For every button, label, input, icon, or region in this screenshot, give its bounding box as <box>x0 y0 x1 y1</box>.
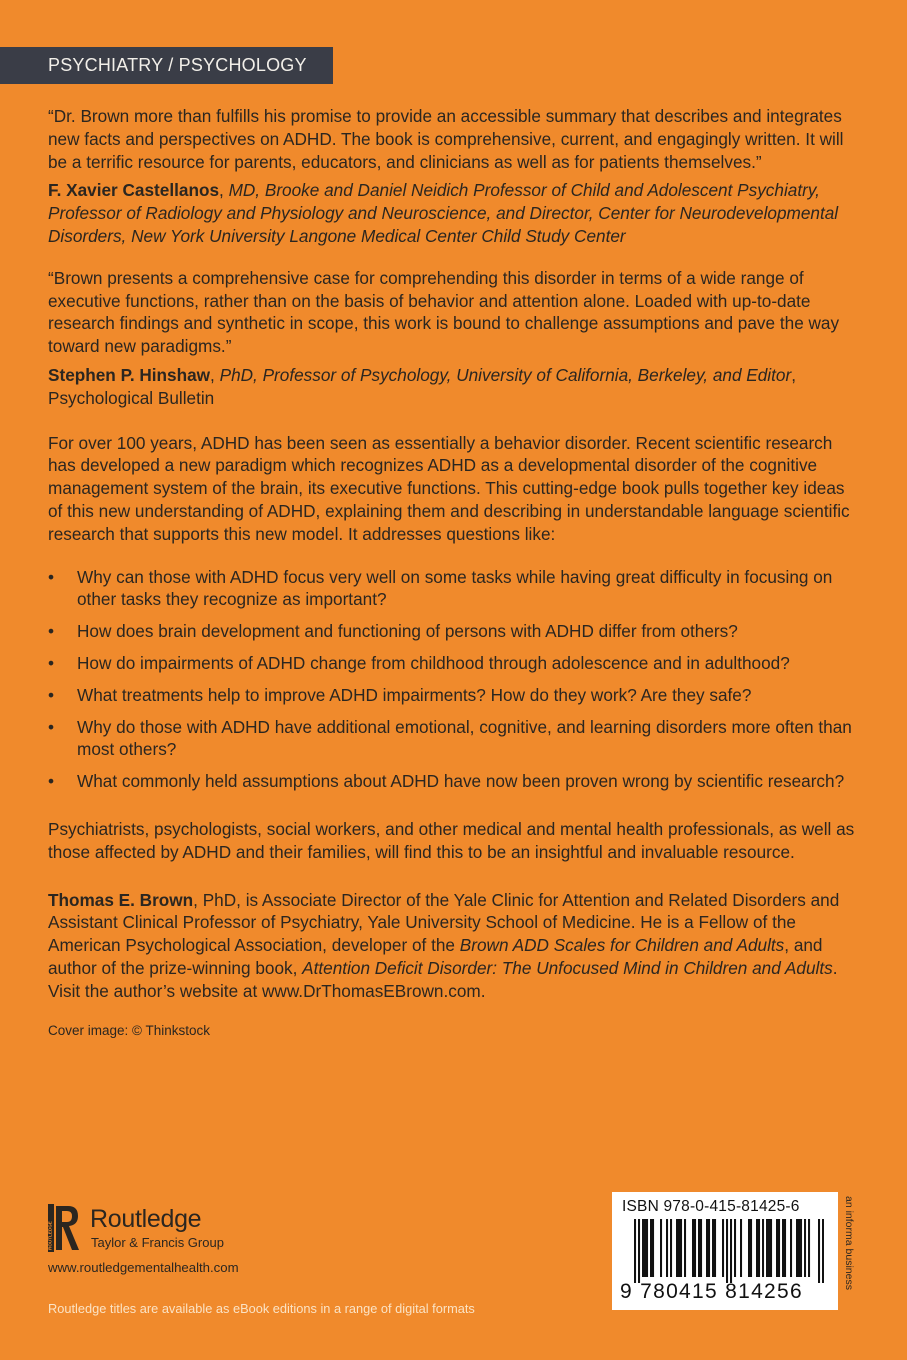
barcode-bar <box>768 1219 770 1277</box>
list-item: • What commonly held assumptions about ADHD have now been proven wrong by scientific research? <box>48 770 863 793</box>
routledge-logo-icon <box>48 1204 80 1252</box>
author-bio: Thomas E. Brown, PhD, is Associate Director of the Yale Clinic for Attention and Related Disorders and Assistant Clinical Professor of Psychiatry, Yale University School of Medicine. He is a Fellow of the American Psychological Association, developer of the Brown ADD Scales for Children and Adults, and author of the prize-winning book, Attention Deficit Disorder: The Unfocused Mind in Children and Adults. Visit the author’s website at www.DrThomasEBrown.com. <box>48 889 840 1001</box>
barcode-bar <box>642 1219 644 1277</box>
audience-statement: Psychiatrists, psychologists, social workers, and other medical and mental health professionals, as well as those affected by ADHD and their families, will find this to be an insightful and invaluable resource. <box>48 818 855 862</box>
barcode-bar <box>766 1219 768 1277</box>
endorsement-quote-1: “Dr. Brown more than fulfills his promise to provide an accessible summary that describes and integrates new facts and perspectives on ADHD. The book is comprehensive, current, and engagingly written. It will be a terrific resource for parents, educators, and clinicians as well as for patients themselves.” <box>48 106 844 172</box>
barcode-bar <box>698 1219 700 1277</box>
endorser-name-1: F. Xavier Castellanos <box>48 180 220 201</box>
barcode-bar <box>660 1219 662 1277</box>
barcode-bar <box>782 1219 784 1277</box>
barcode-bar <box>822 1219 824 1283</box>
barcode-bar <box>796 1219 798 1277</box>
barcode-bar <box>740 1219 742 1277</box>
cover-image-credit: Cover image: © Thinkstock <box>48 1022 211 1038</box>
barcode-bar <box>784 1219 786 1277</box>
barcode-bar <box>670 1219 672 1277</box>
barcode-bar <box>762 1219 764 1277</box>
barcode-icon <box>634 1219 824 1283</box>
barcode-bar <box>818 1219 820 1283</box>
publisher-group: Taylor & Francis Group <box>91 1235 224 1250</box>
barcode-bar <box>666 1219 668 1277</box>
barcode-bar <box>694 1219 696 1277</box>
author-name: Thomas E. Brown <box>48 889 194 910</box>
barcode-bar <box>706 1219 708 1277</box>
barcode-bar <box>684 1219 686 1277</box>
endorser-credentials-2: PhD, Professor of Psychology, University of California, Berkeley, and Editor <box>219 364 792 385</box>
category-label: PSYCHIATRY / PSYCHOLOGY <box>0 47 333 84</box>
barcode-bar <box>692 1219 694 1277</box>
isbn-barcode <box>612 1192 838 1310</box>
endorsement-attribution-1: F. Xavier Castellanos, MD, Brooke and Daniel Neidich Professor of Child and Adolescent Psychiatry, Professor of Radiology and Physiology and Neuroscience, and Director, Center for Neurodevelopmental Disorders, New York University Langone Medical Center Child Study Center <box>48 180 839 246</box>
barcode-bar <box>714 1219 716 1277</box>
barcode-bar <box>804 1219 806 1277</box>
author-book-2: Attention Deficit Disorder: The Unfocused Mind in Children and Adults <box>302 957 833 978</box>
barcode-bar <box>808 1219 810 1277</box>
barcode-bar <box>800 1219 802 1277</box>
question-list <box>48 566 863 793</box>
barcode-bar <box>798 1219 800 1277</box>
isbn-label: ISBN 978-0-415-81425-6 <box>622 1198 800 1215</box>
barcode-bar <box>644 1219 646 1277</box>
barcode-bar <box>652 1219 654 1277</box>
list-item: • Why can those with ADHD focus very well on some tasks while having great difficulty in focusing on other tasks they recognize as important? <box>48 566 863 612</box>
barcode-bar <box>750 1219 752 1277</box>
barcode-bar <box>730 1219 732 1283</box>
barcode-bar <box>712 1219 714 1277</box>
barcode-bar <box>722 1219 724 1277</box>
list-item: • How do impairments of ADHD change from childhood through adolescence and in adulthood? <box>48 652 863 675</box>
barcode-bar <box>678 1219 680 1277</box>
barcode-bar <box>726 1219 728 1283</box>
list-item: • How does brain development and functioning of persons with ADHD differ from others? <box>48 620 863 643</box>
list-item: • Why do those with ADHD have additional emotional, cognitive, and learning disorders more often than most others? <box>48 716 863 762</box>
svg-text:ROUTLEDGE: ROUTLEDGE <box>48 1221 53 1250</box>
endorsement-attribution-2: Stephen P. Hinshaw, PhD, Professor of Psychology, University of California, Berkeley, and Editor, Psychological Bulletin <box>48 364 796 408</box>
endorser-name-2: Stephen P. Hinshaw <box>48 364 211 385</box>
back-cover-text <box>48 105 863 1040</box>
ean-number: 9 780415 814256 <box>620 1280 803 1303</box>
barcode-bar <box>776 1219 778 1277</box>
barcode-bar <box>650 1219 652 1277</box>
barcode-bar <box>634 1219 636 1283</box>
barcode-bar <box>676 1219 678 1277</box>
barcode-bar <box>708 1219 710 1277</box>
barcode-bar <box>748 1219 750 1277</box>
endorser-publication-2: , Psychological Bulletin <box>48 364 796 408</box>
barcode-bar <box>646 1219 648 1277</box>
book-description: For over 100 years, ADHD has been seen as essentially a behavior disorder. Recent scientific research has developed a new paradigm which recognizes ADHD as a developmental disorder of the cognitive management system of the brain, its executive functions. This cutting-edge book pulls together key ideas of this new understanding of ADHD, explaining them and describing in understandable language scientific research that supports this new model. It addresses questions like: <box>48 432 850 544</box>
endorser-credentials-1: MD, Brooke and Daniel Neidich Professor of Child and Adolescent Psychiatry, Professor of Radiology and Physiology and Neuroscience, and Director, Center for Neurodevelopmental Disorders, New York University Langone Medical Center Child Study Center <box>48 180 839 246</box>
publisher-url[interactable]: www.routledgementalhealth.com <box>48 1260 239 1275</box>
barcode-bar <box>680 1219 682 1277</box>
barcode-bar <box>778 1219 780 1277</box>
barcode-bar <box>734 1219 736 1277</box>
informa-business-label: an informa business <box>843 1196 855 1290</box>
barcode-bar <box>790 1219 792 1277</box>
barcode-bar <box>758 1219 760 1277</box>
author-book-1: Brown ADD Scales for Children and Adults <box>459 935 785 956</box>
publisher-block <box>48 1204 348 1264</box>
barcode-bar <box>638 1219 640 1283</box>
endorsement-quote-2: “Brown presents a comprehensive case for comprehending this disorder in terms of a wide range of executive functions, rather than on the basis of behavior and attention alone. Loaded with up-to-date research findings and synthetic in scope, this work is bound to challenge assumptions and pave the way toward new paradigms.” <box>48 267 840 357</box>
barcode-bar <box>700 1219 702 1277</box>
publisher-name: Routledge <box>90 1205 202 1233</box>
barcode-bar <box>770 1219 772 1277</box>
ebook-availability-note: Routledge titles are available as eBook editions in a range of digital formats <box>48 1301 475 1316</box>
list-item: • What treatments help to improve ADHD impairments? How do they work? Are they safe? <box>48 684 863 707</box>
barcode-bar <box>756 1219 758 1277</box>
